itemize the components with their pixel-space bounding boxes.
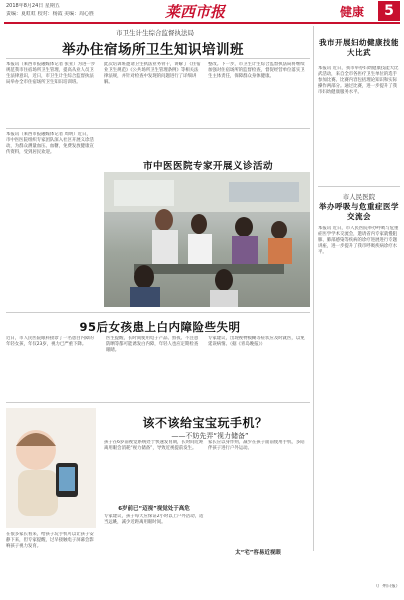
page-number-badge: 5	[378, 1, 400, 21]
article4-body-col1: 在很多家长看来，给孩子玩手机可以让孩子安静下来，但专家提醒，过早接触电子屏幕会影响孩子视力发育。	[6, 532, 94, 549]
sidebar2-title: 举办呼吸与危重症医学交流会	[319, 202, 399, 221]
article4-title: 该不该给宝宝玩手机？	[142, 416, 268, 430]
article4-subhead1: 6岁前已“迈视”视觉处于高危	[118, 506, 190, 512]
article3-body-col1: 近日，市人民医院眼科接诊了一名患白内障的年轻女孩，年仅23岁，视力已严重下降。	[6, 336, 94, 347]
date-line: 2018年8月24日 星期五	[6, 3, 60, 9]
editor-line: 责编：夏虹虹 校对：杨霞 美编：周心胜	[6, 11, 95, 17]
article3-top-rule	[6, 312, 310, 313]
article1-body-col2: 此次培训班邀请卫生执法业务骨干，讲解了《住宿业卫生规范》《公共场所卫生管理条例》等相关法律法规，并针对检查中发现的问题进行了详细讲解。	[104, 62, 201, 85]
sidebar1-body: 本报讯 近日，我市举办妇幼健康技能大比武活动，来自全市各医疗卫生单位的选手参加比赛。比赛内容包括理论知识和实际操作两部分。通过比赛，进一步提升了我市妇幼健康服务水平。	[318, 66, 399, 95]
sidebar-divider	[318, 186, 400, 187]
clinic-photo-illustration	[104, 172, 310, 307]
baby-illustration	[6, 408, 96, 528]
article1-kicker: 市卫生计生综合监督执法局	[116, 29, 194, 37]
sidebar1-title: 我市开展妇幼健康技能大比武	[319, 38, 399, 57]
article4-body-col4: 家长应以身作则，减少在孩子面前使用手机，多陪伴孩子进行户外运动。	[208, 440, 305, 451]
section-label: 健康	[340, 5, 365, 19]
paper-logo: 莱西市报	[164, 3, 225, 21]
baby-phone-photo	[6, 408, 96, 528]
article2-title: 市中医医院专家开展义诊活动	[142, 161, 273, 172]
article2-body: 本报讯（莱西市报融媒体记者 周明）近日，市中医医院组织专家团队深入社区开展义诊活动，为群众测量血压、血糖，免费发放健康宣传资料，受到居民欢迎。	[6, 132, 94, 155]
article4-top-rule	[6, 402, 310, 403]
footer-source: （广州日报）	[373, 584, 400, 589]
clinic-photo	[104, 172, 310, 307]
article4-subhead2: 太“宅”容易近视眼	[235, 550, 281, 556]
masthead-rule	[4, 22, 400, 24]
article3-title: 95后女孩患上白内障险些失明	[79, 320, 241, 334]
article1-rule	[6, 58, 310, 59]
sidebar2-body: 本报讯 近日，市人民医院举办呼吸与危重症医学学术交流会，邀请省内专家就慢阻肺、肺部感染等疾病的诊疗进展进行专题讲座，进一步提升了我市呼吸疾病诊疗水平。	[318, 226, 399, 255]
masthead	[0, 0, 404, 22]
article4-body-col2: 孩子在6岁前视觉系统处于快速发育期，长时间近距离用眼会消耗“视力储备”，导致近视提前发生。	[104, 440, 204, 451]
column-divider	[313, 26, 314, 551]
article1-body-col3: 整改。下一步，市卫生计生综合监督执法局将继续加强对住宿场所的监督检查，督促经营单位落实卫生主体责任，保障群众身体健康。	[208, 62, 305, 79]
article4-subtitle: ——不妨先弄“视力储备”	[171, 432, 249, 440]
article2-top-rule	[6, 128, 310, 129]
article3-body-col3: 专家建议，出现视物模糊等症状应及时就医，以免延误病情。（据《青岛晚报》）	[208, 336, 305, 347]
article1-body-col1: 本报讯（莱西市报融媒体记者 张亚）为进一步规范我市住宿场所卫生管理，提高从业人员卫生法律意识，近日，市卫生计生综合监督执法局举办全市住宿场所卫生知识培训班。	[6, 62, 96, 85]
article4-body-col3: 专家建议，孩子每天应保证2小时以上户外活动，适当远眺，减少近距离用眼时间。	[104, 514, 204, 525]
sidebar2-kicker: 市人民医院	[342, 193, 376, 201]
article1-title: 举办住宿场所卫生知识培训班	[62, 42, 244, 58]
article3-body-col2: 医生提醒，长时间使用电子产品、熬夜、不注意防晒等都可能诱发白内障，年轻人也应定期检查眼睛。	[106, 336, 199, 353]
